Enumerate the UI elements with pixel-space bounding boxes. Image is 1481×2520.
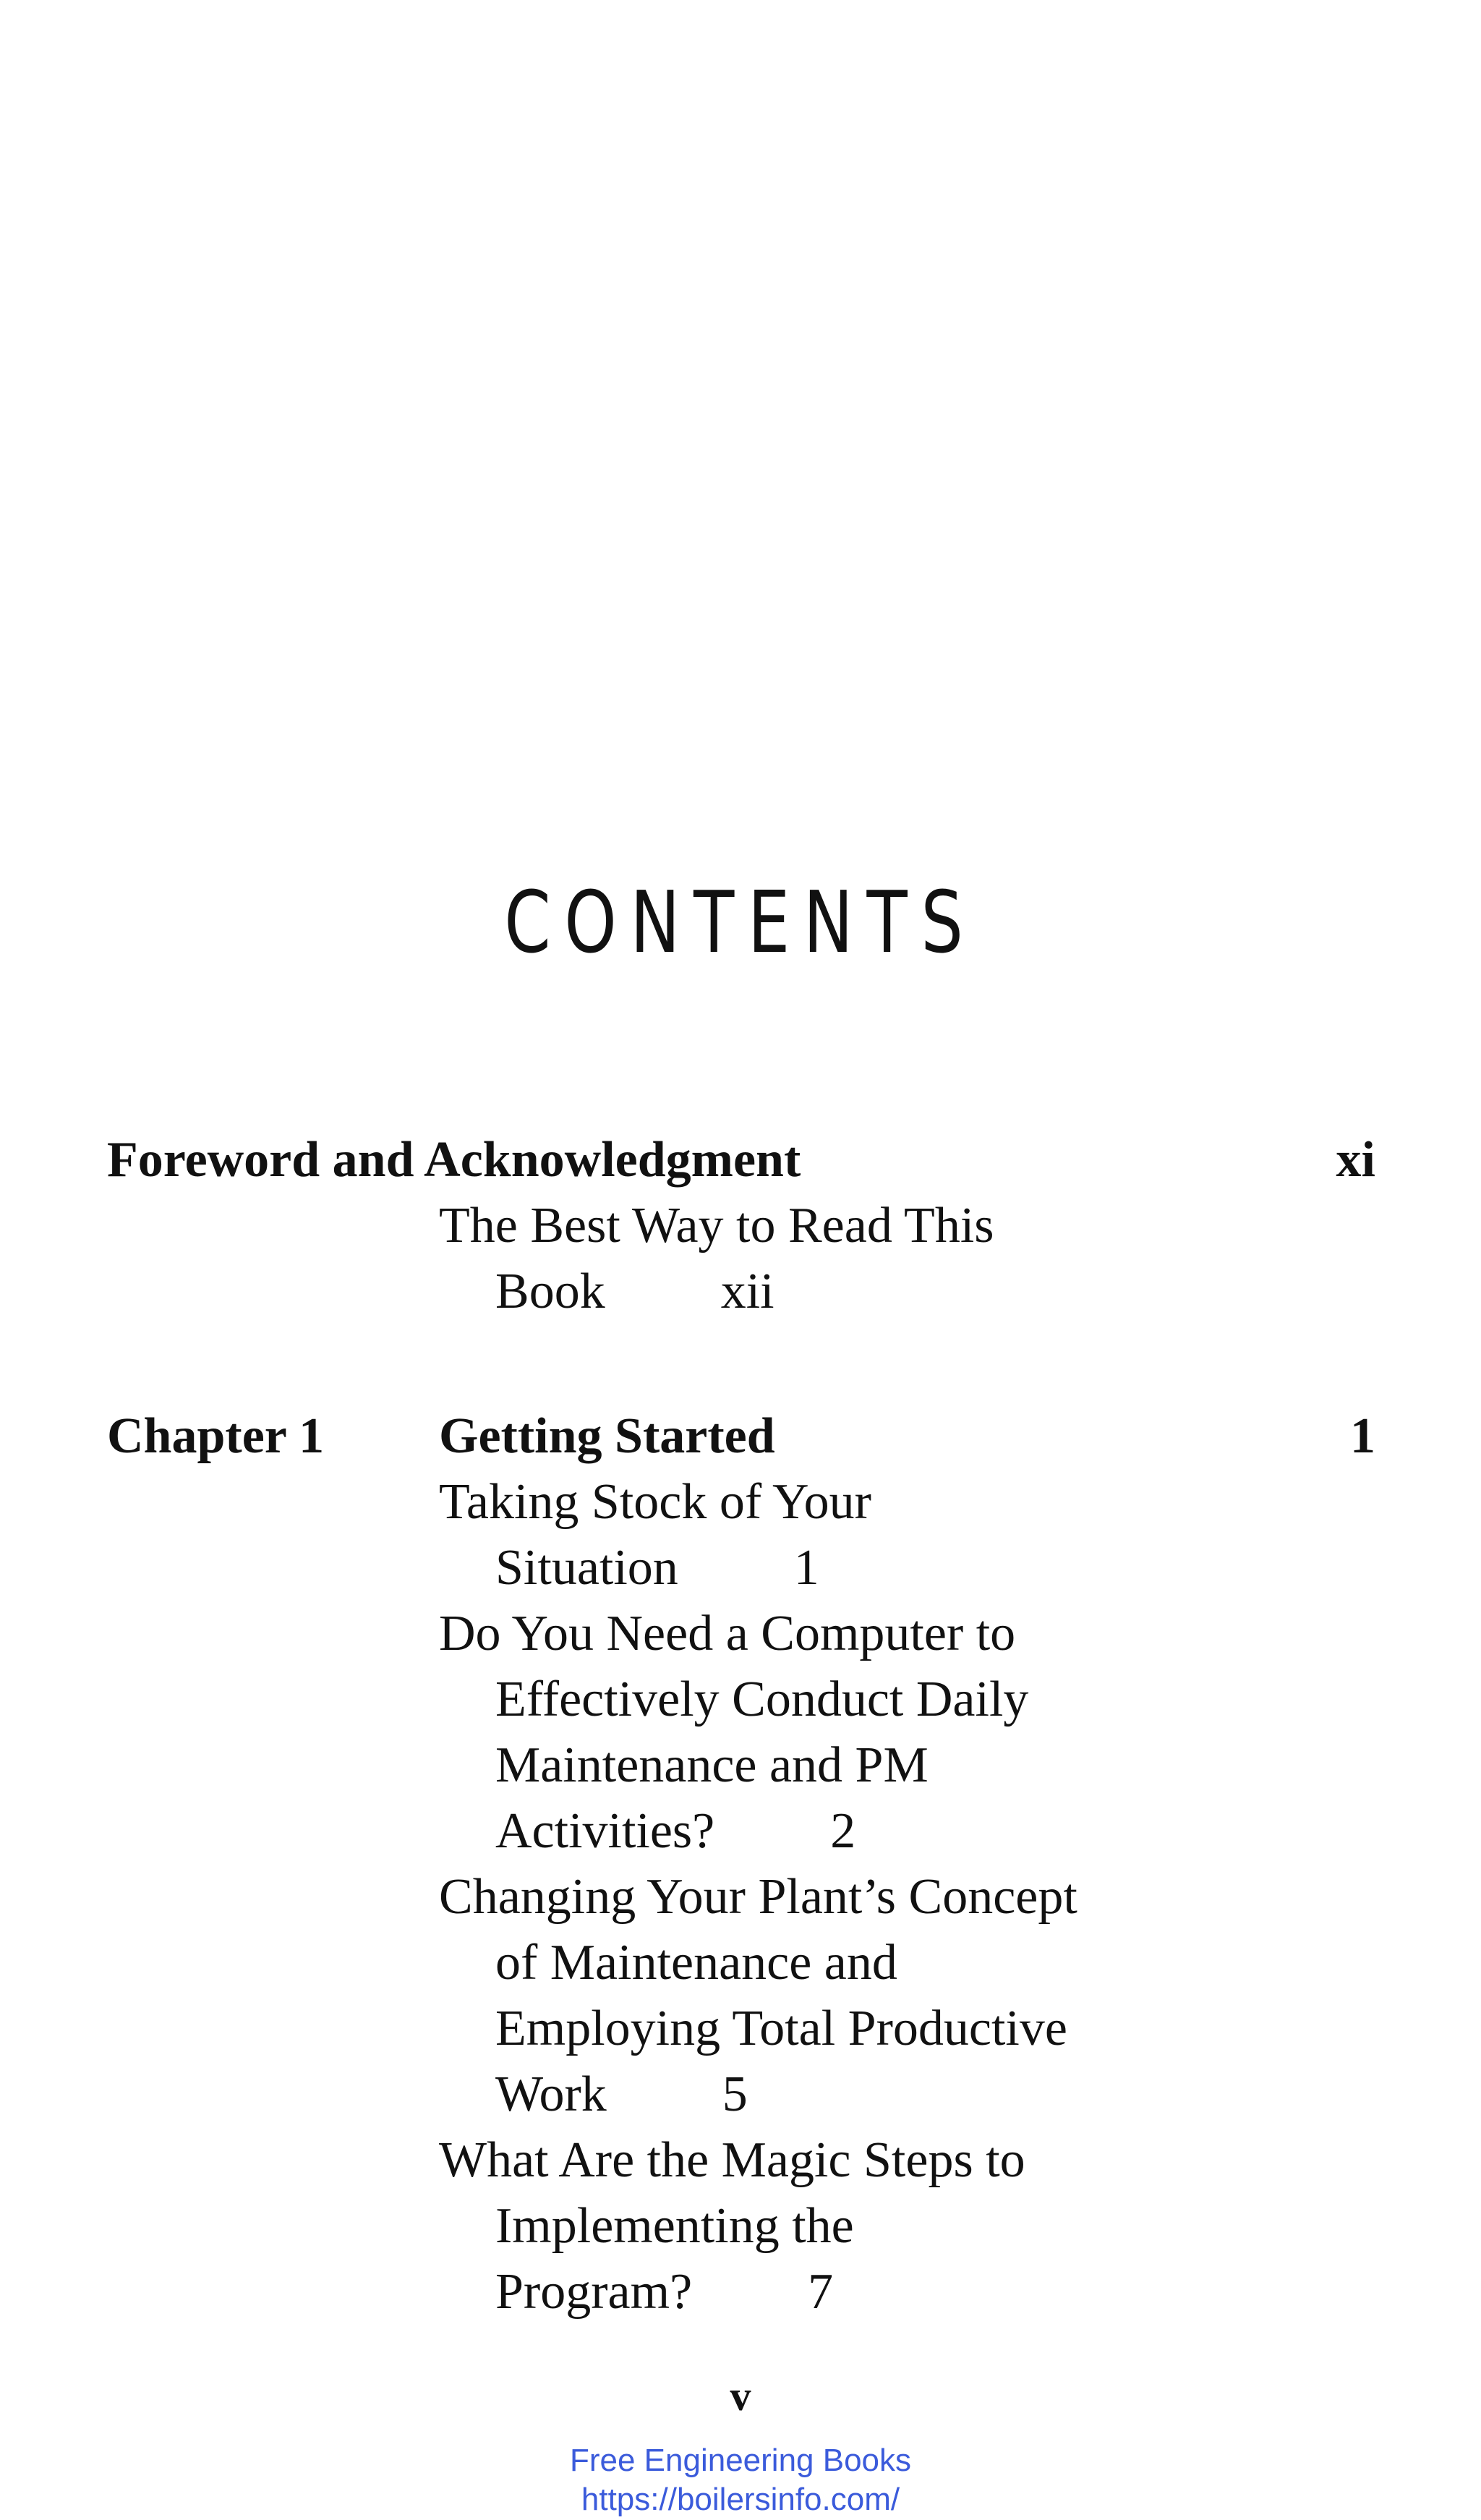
toc-entry-line: Book — [495, 1264, 605, 1319]
toc-entry-page-number: 7 — [808, 2264, 834, 2320]
toc-entry-line: Changing Your Plant’s Concept — [439, 1869, 1077, 1925]
toc-entry-page-number: 1 — [793, 1540, 819, 1596]
toc-entry-page-number: 5 — [722, 2066, 748, 2122]
toc-entry-line: Effectively Conduct Daily — [495, 1672, 1029, 1727]
foreword-page-number: xi — [1336, 1132, 1375, 1188]
toc-entry-page-number: 2 — [830, 1803, 856, 1859]
toc-entry-line: Maintenance and PM — [495, 1737, 929, 1793]
toc-entry — [439, 1601, 1028, 1864]
toc-entry-line: Situation — [495, 1540, 678, 1596]
toc-entry-line: Activities? — [495, 1803, 715, 1859]
page-title: CONTENTS — [504, 872, 977, 972]
toc-entry-line: Do You Need a Computer to — [439, 1606, 1016, 1661]
toc-entry — [439, 1469, 871, 1601]
chapter-label: Chapter 1 — [107, 1408, 325, 1464]
toc-entry-line: of Maintenance and — [495, 1935, 897, 1991]
foreword-title: Foreword and Acknowledgment — [107, 1132, 801, 1188]
toc-entry-page-number: xii — [720, 1264, 774, 1319]
page-folio: v — [730, 2372, 751, 2419]
toc-entry-line: Program? — [495, 2264, 693, 2320]
watermark-url: https://boilersinfo.com/ — [581, 2482, 900, 2517]
toc-entry-line: Employing Total Productive — [495, 2001, 1067, 2056]
toc-entry-line: Taking Stock of Your — [439, 1474, 871, 1530]
toc-entry — [439, 1864, 1077, 2127]
toc-entry-line: Work — [495, 2066, 607, 2122]
toc-entry-line: Implementing the — [495, 2198, 854, 2254]
toc-entry — [439, 1193, 994, 1324]
watermark-line: Free Engineering Books — [569, 2443, 912, 2478]
chapter-page-number: 1 — [1350, 1408, 1375, 1464]
chapter-title: Getting Started — [439, 1408, 775, 1464]
toc-entry-line: The Best Way to Read This — [439, 1198, 994, 1253]
toc-entry-line: What Are the Magic Steps to — [439, 2132, 1025, 2188]
toc-entry — [439, 2127, 1025, 2325]
